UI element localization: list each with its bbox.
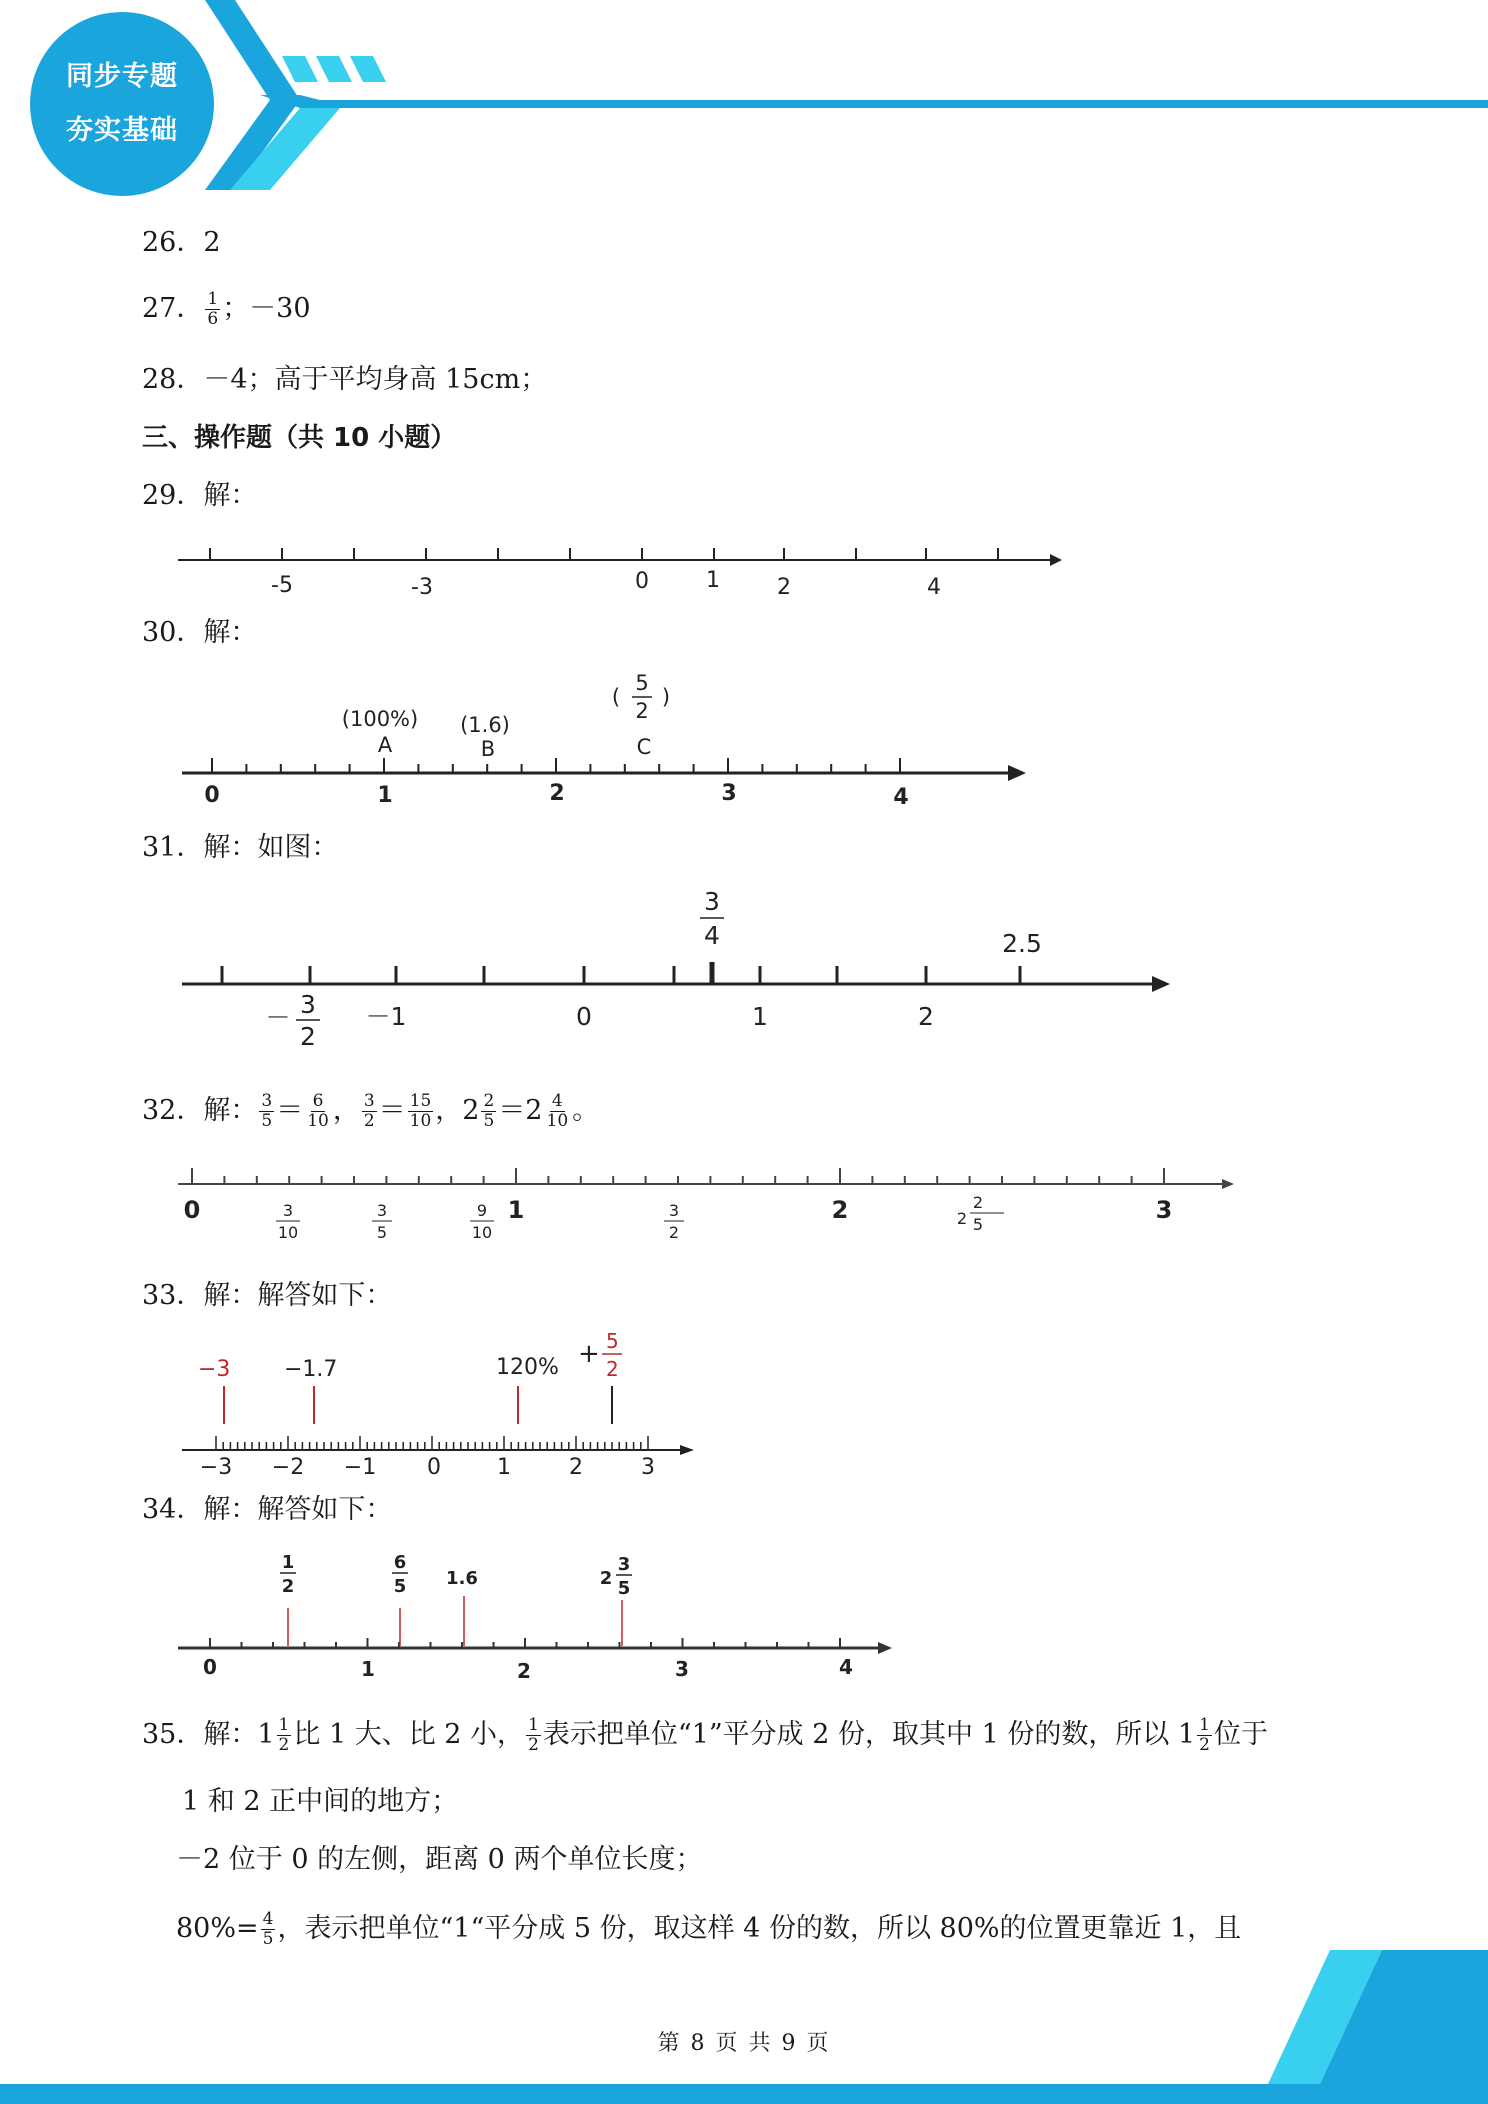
fraction-label: 2: [956, 1209, 968, 1228]
number-line-31: [170, 880, 1180, 1060]
mark-label: 2: [599, 1568, 613, 1589]
badge-line1: 同步专题: [66, 61, 178, 92]
point-label: A: [377, 733, 393, 757]
tick-label: 2: [549, 781, 565, 806]
mark-label: 1: [281, 1552, 295, 1573]
mark-label: +: [578, 1339, 600, 1369]
fraction: $\frac{4}{10}$: [546, 1091, 569, 1131]
page-number: 第 8 页 共 9 页: [657, 2031, 831, 2056]
tick-label: −1: [343, 1455, 377, 1480]
number-line-34: [170, 1548, 910, 1688]
tick-label: 2: [569, 1455, 583, 1480]
tick-label: 3: [675, 1657, 689, 1681]
tick-label: 3: [1155, 1196, 1173, 1224]
fraction-label: 2: [972, 1193, 984, 1212]
answer-26: 26．2: [142, 227, 221, 258]
tick-label: 2: [831, 1196, 849, 1224]
header-banner: [0, 0, 1488, 200]
mark-label: 1.6: [446, 1568, 478, 1589]
point-note: 5: [635, 671, 649, 695]
tick-label: 0: [635, 569, 649, 594]
fraction: $\frac{3}{5}$: [261, 1091, 273, 1131]
number-line-33: [170, 1318, 710, 1478]
number-line-32: [170, 1158, 1250, 1258]
fraction-label: 5: [376, 1223, 388, 1242]
tick-label: 2: [777, 575, 791, 600]
mark-label: 120%: [496, 1355, 559, 1380]
tick-label: 4: [893, 785, 909, 810]
badge-line2: 夯实基础: [66, 115, 178, 146]
answer-35-line2: 1 和 2 正中间的地方；: [182, 1786, 459, 1817]
tick-label: 0: [204, 783, 220, 808]
tick-label: 3: [300, 990, 316, 1019]
answer-35: 35．解：1 $\frac{1}{2}$ 比 1 大、比 2 小， $\frac{1}{2}$ 表示把单位“1”平分成 2 份，取其中 1 份的数，所以 1 $\frac{1}{2}$ 位于: [142, 1715, 1268, 1755]
tick-label: 0: [427, 1455, 441, 1480]
fraction-label: 10: [277, 1223, 299, 1242]
tick-label: 2: [517, 1659, 531, 1683]
tick-label: 4: [839, 1655, 853, 1679]
point-label: 4: [704, 921, 720, 950]
tick-label: 1: [752, 1002, 768, 1031]
tick-label: 1: [507, 1196, 525, 1224]
mark-label: 2: [606, 1357, 619, 1381]
section-heading: 三、操作题（共 10 小题）: [142, 423, 457, 453]
mark-label: 5: [393, 1576, 407, 1597]
mark-label: 2: [281, 1576, 295, 1597]
answer-32: 32．解： $\frac{3}{5}$ ＝ $\frac{6}{10}$ ， $\frac{3}{2}$ ＝ $\frac{15}{10}$ ，2 $\frac{2}{5}$ ＝2 $\frac{4}{10}$ 。: [142, 1091, 600, 1131]
point-note: (100%): [341, 707, 419, 731]
tick-label: 1: [377, 783, 393, 808]
answer-29: 29．解：: [142, 480, 258, 511]
point-label: 3: [704, 887, 720, 916]
fraction: $\frac{1}{6}$: [207, 289, 219, 329]
tick-label: 4: [927, 575, 941, 600]
fraction-label: 3: [668, 1201, 680, 1220]
fraction: $\frac{2}{5}$: [483, 1091, 495, 1131]
answer-35-line4: 80%= $\frac{4}{5}$ ，表示把单位“1“平分成 5 份，取这样 4 份的数，所以 80%的位置更靠近 1，且: [176, 1909, 1242, 1949]
mark-label: 5: [617, 1578, 631, 1599]
tick-label: 0: [183, 1196, 201, 1224]
tick-label: 1: [497, 1455, 511, 1480]
fraction: $\frac{1}{2}$: [278, 1715, 290, 1755]
number-line-29: [170, 520, 1070, 600]
fraction-label: 10: [471, 1223, 493, 1242]
mark-label: 5: [606, 1329, 619, 1353]
tick-label: 3: [641, 1455, 655, 1480]
fraction: $\frac{15}{10}$: [409, 1091, 432, 1131]
mark-label: −3: [198, 1357, 231, 1382]
fraction-label: 3: [282, 1201, 294, 1220]
point-note: (1.6): [460, 713, 510, 737]
point-note: 2: [635, 699, 649, 723]
point-label: B: [480, 737, 496, 761]
tick-label: －1: [365, 1002, 407, 1031]
fraction-label: 2: [668, 1223, 680, 1242]
tick-label: 1: [361, 1657, 375, 1681]
tick-label: −2: [271, 1455, 305, 1480]
answer-33: 33．解：解答如下：: [142, 1280, 393, 1311]
tick-label: 2: [300, 1022, 316, 1051]
answer-27: 27． $\frac{1}{6}$ ；－30: [142, 289, 311, 329]
fraction: $\frac{6}{10}$: [307, 1091, 329, 1131]
tick-label: -3: [411, 575, 433, 600]
tick-label: -5: [271, 573, 293, 598]
point-note: (: [611, 685, 621, 709]
tick-label: －: [265, 1003, 291, 1032]
point-label: C: [636, 735, 652, 759]
point-note: ): [661, 685, 671, 709]
answer-34: 34．解：解答如下：: [142, 1494, 393, 1525]
fraction-label: 9: [476, 1201, 488, 1220]
tick-label: −3: [199, 1455, 233, 1480]
point-label: 2.5: [1002, 929, 1042, 958]
number-line-30: [170, 670, 1050, 820]
tick-label: 2: [918, 1002, 934, 1031]
answer-30: 30．解：: [142, 617, 258, 648]
fraction: $\frac{1}{2}$: [528, 1715, 539, 1755]
mark-label: 6: [393, 1552, 407, 1573]
fraction-label: 3: [376, 1201, 388, 1220]
fraction: $\frac{3}{2}$: [363, 1091, 375, 1131]
mark-label: 3: [617, 1554, 631, 1575]
fraction-label: 5: [972, 1215, 984, 1234]
tick-label: 1: [706, 568, 720, 593]
fraction: $\frac{1}{2}$: [1199, 1715, 1210, 1755]
tick-label: 3: [721, 781, 737, 806]
answer-28: 28．－4；高于平均身高 15cm；: [142, 364, 548, 395]
answer-31: 31．解：如图：: [142, 832, 339, 863]
tick-label: 0: [203, 1655, 217, 1679]
fraction: $\frac{4}{5}$: [262, 1909, 274, 1949]
answer-35-line3: －2 位于 0 的左侧，距离 0 两个单位长度；: [176, 1844, 703, 1875]
mark-label: −1.7: [284, 1357, 338, 1382]
tick-label: 0: [576, 1002, 592, 1031]
